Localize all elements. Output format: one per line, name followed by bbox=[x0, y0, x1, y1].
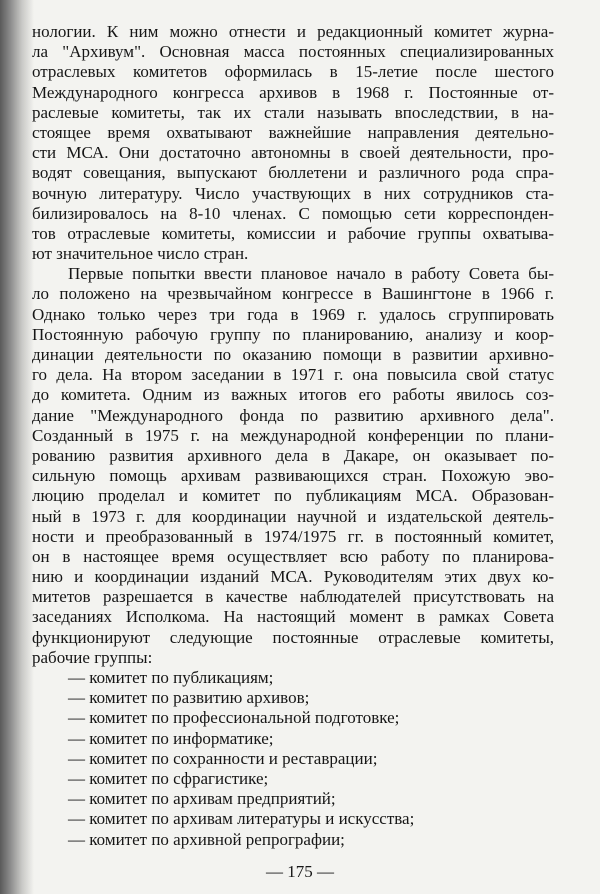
page-body bbox=[32, 22, 554, 850]
text-line: он в настоящее время осуществляет всю работу по планирова- bbox=[32, 546, 554, 566]
text-line: тов отраслевые комитеты, комиссии и рабочие группы охватыва- bbox=[32, 223, 554, 243]
list-item: — комитет по профессиональной подготовке; bbox=[68, 708, 400, 728]
committee-list bbox=[32, 668, 554, 850]
text-line: сильную помощь архивам развивающихся стран. Похожую эво- bbox=[32, 466, 554, 486]
text-line: ло положено на чрезвычайном конгрессе в Вашингтоне в 1966 г. bbox=[32, 284, 554, 304]
text-line: Однако только через три года в 1969 г. удалось сгруппировать bbox=[32, 304, 554, 324]
text-line: раслевые комитеты, так их стали называть впоследствии, в на- bbox=[32, 102, 554, 122]
list-item: — комитет по сфрагистике; bbox=[68, 768, 269, 788]
text-line: заседаниях Исполкома. На настоящий момент в рамках Совета bbox=[32, 607, 554, 627]
text-line: водят совещания, выпускают бюллетени и различного рода спра- bbox=[32, 163, 554, 183]
page-number: — 175 — bbox=[266, 862, 334, 881]
text-line: вочную литературу. Число участвующих в них сотрудников ста- bbox=[32, 183, 554, 203]
list-item: — комитет по развитию архивов; bbox=[68, 688, 310, 708]
text-line: нологии. К ним можно отнести и редакционный комитет журна- bbox=[32, 22, 554, 41]
text-line: ности и преобразованный в 1974/1975 гг. в постоянный комитет, bbox=[32, 526, 554, 546]
text-line: билизировалось на 8-10 членах. С помощью сети корреспонден- bbox=[32, 203, 554, 223]
list-item: — комитет по публикациям; bbox=[68, 668, 274, 687]
paragraph bbox=[32, 22, 554, 264]
text-line: люцию проделал и комитет по публикациям МСА. Образован- bbox=[32, 486, 554, 506]
text-line: Созданный в 1975 г. на международной конференции по плани- bbox=[32, 425, 554, 445]
paragraph bbox=[32, 264, 554, 668]
text-line: ют значительное число стран. bbox=[32, 244, 249, 264]
text-line: нию и координации изданий МСА. Руководителям этих двух ко- bbox=[32, 567, 554, 587]
text-line: дание "Международного фонда по развитию архивного дела". bbox=[32, 405, 554, 425]
list-item: — комитет по сохранности и реставрации; bbox=[68, 748, 378, 768]
text-line: рабочие группы: bbox=[32, 647, 153, 667]
text-line: стоящее время охватывают важнейшие направления деятельно- bbox=[32, 122, 554, 142]
book-binding-shadow bbox=[0, 0, 34, 894]
text-line: сти МСА. Они достаточно автономны в своей деятельности, про- bbox=[32, 143, 554, 163]
text-line: до комитета. Одним из важных итогов его работы явилось соз- bbox=[32, 385, 554, 405]
text-line: функционируют следующие постоянные отраслевые комитеты, bbox=[32, 627, 554, 647]
text-line: митетов разрешается в качестве наблюдателей присутствовать на bbox=[32, 587, 554, 607]
text-line: отраслевых комитетов оформилась в 15-летие после шестого bbox=[32, 62, 554, 82]
text-line: динации деятельности по оказанию помощи в развитии архивно- bbox=[32, 345, 554, 364]
list-item: — комитет по информатике; bbox=[68, 728, 274, 748]
list-item: — комитет по архивам литературы и искусства; bbox=[68, 809, 415, 829]
text-line: Постоянную рабочую группу по планированию, анализу и коор- bbox=[32, 324, 554, 344]
text-line: рованию развития архивного дела в Дакаре, он оказывает по- bbox=[32, 445, 554, 465]
text-line: го дела. На втором заседании в 1971 г. она повысила свой статус bbox=[32, 365, 554, 385]
text-line: ла "Архивум". Основная масса постоянных специализированных bbox=[32, 42, 554, 62]
text-line: Международного конгресса архивов в 1968 г. Постоянные от- bbox=[32, 82, 554, 102]
text-line: Первые попытки ввести плановое начало в работу Совета бы- bbox=[68, 264, 554, 284]
list-item: — комитет по архивной репрографии; bbox=[68, 829, 345, 849]
text-line: ный в 1973 г. для координации научной и издательской деятель- bbox=[32, 506, 554, 526]
list-item: — комитет по архивам предприятий; bbox=[68, 789, 336, 809]
